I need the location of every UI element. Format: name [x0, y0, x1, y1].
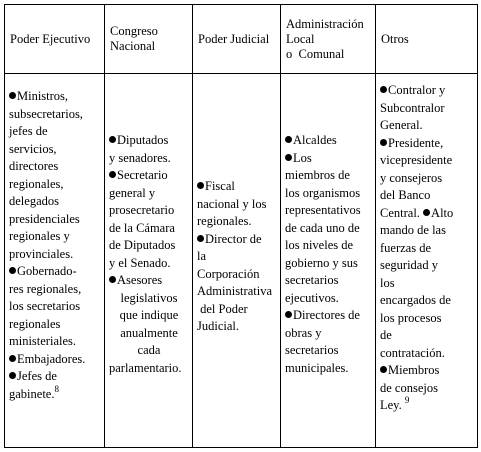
list-item-text: provinciales. [9, 246, 74, 261]
list-item-text: cada [137, 343, 161, 357]
list-item: Secretario [117, 168, 168, 182]
list-item: Miembros [388, 363, 440, 377]
list-item-text: jefes de [9, 124, 48, 138]
list-item-text: seguridad y [380, 258, 438, 272]
list-item-text: Corporación [197, 266, 260, 281]
list-item-text: de consejos [380, 380, 438, 395]
list-item-text: de cada uno de [285, 220, 360, 235]
list-item: Director de [205, 231, 262, 246]
list-item: Los [293, 150, 312, 165]
list-item-text: delegados [9, 194, 59, 208]
bullet-icon [285, 136, 292, 143]
list-item-text: regionales y [9, 229, 70, 243]
list-item-text: la [197, 249, 207, 263]
list-item-text: secretarios [285, 273, 339, 287]
bullet-icon [109, 136, 116, 143]
list-item-text: regionales. [197, 214, 252, 228]
list-item-text: servicios, [9, 141, 57, 156]
bullet-icon [9, 267, 16, 274]
list-item-text: los organismos [285, 185, 361, 200]
list-item-text: regionales, [9, 176, 64, 191]
list-item-text: presidenciales [9, 211, 80, 226]
header-cell-congreso [105, 5, 193, 74]
footnote-marker: 9 [404, 395, 410, 405]
bullet-icon [380, 139, 387, 146]
header-otros: Otros [381, 31, 409, 46]
bullet-icon [285, 154, 292, 161]
header-congreso-line1: Congreso [110, 24, 158, 38]
list-item-text: gobierno y sus [285, 255, 358, 270]
list-item-text: ministeriales. [9, 334, 76, 348]
list-item-text: general y [109, 185, 156, 200]
list-item-text: del Poder [197, 301, 248, 316]
list-item-text: de [380, 328, 392, 342]
cell-administracion [281, 74, 376, 448]
list-item: Presidente, [388, 135, 444, 150]
list-item-text: General. [380, 118, 423, 132]
bullet-icon [9, 92, 16, 99]
list-item-text: nacional y los [197, 196, 267, 211]
bullet-icon [380, 366, 387, 373]
bullet-icon [109, 171, 116, 178]
header-cell-otros [376, 5, 478, 74]
list-item-text: de Diputados [109, 238, 176, 252]
list-item: Asesores [117, 273, 163, 287]
list-item-text: y el Senado. [109, 255, 171, 270]
list-item-text: Subcontralor [380, 100, 445, 115]
header-cell-poder-ejecutivo [5, 5, 105, 74]
header-congreso-line2: Nacional [110, 39, 156, 53]
list-item: Alto [431, 205, 454, 220]
list-item-text: del Banco [380, 188, 431, 202]
list-item-text: representativos [285, 203, 361, 217]
cell-poder-judicial [193, 74, 281, 448]
list-item: Ministros, [17, 89, 69, 103]
bullet-icon [285, 311, 292, 318]
bullet-icon [109, 276, 116, 283]
list-item: Fiscal [205, 179, 235, 193]
list-item: Jefes de [17, 369, 57, 383]
cell-poder-ejecutivo [5, 74, 105, 448]
cell-congreso [105, 74, 193, 448]
list-item-text: contratación. [380, 345, 445, 360]
list-item-text: de la Cámara [109, 220, 175, 235]
list-item-text: obras y [285, 325, 322, 340]
list-item: Directores de [293, 308, 360, 322]
list-item-text: directores [9, 159, 59, 173]
list-item-text: secretarios [285, 343, 339, 357]
list-item-text: miembros de [285, 168, 350, 182]
header-cell-poder-judicial [193, 5, 281, 74]
list-item-text: mando de las [380, 223, 446, 237]
list-item: Gobernado- [17, 264, 77, 278]
list-item-text: anualmente [120, 325, 178, 340]
list-item-text: subsecretarios, [9, 106, 83, 121]
header-poder-ejecutivo: Poder Ejecutivo [10, 31, 91, 46]
list-item: Embajadores. [17, 351, 86, 366]
list-item-text: regionales [9, 316, 61, 331]
header-administracion-line2: Local [286, 31, 315, 46]
list-item: Contralor y [388, 83, 446, 97]
cell-otros [376, 74, 478, 448]
list-item-text: municipales. [285, 360, 349, 375]
list-item-text: que indique [119, 308, 179, 322]
officials-table [4, 4, 478, 448]
bullet-icon [9, 372, 16, 379]
list-item-text: ejecutivos. [285, 290, 339, 305]
list-item-text: fuerzas de [380, 240, 432, 255]
body-row [5, 74, 478, 448]
bullet-icon [380, 86, 387, 93]
bullet-icon [197, 235, 204, 242]
list-item-text: parlamentario. [109, 360, 182, 375]
list-item-text: los [380, 275, 395, 290]
list-item-text: vicepresidente [380, 153, 453, 167]
list-item-text: Ley. [380, 398, 402, 412]
list-item-text: Administrativa [197, 284, 272, 298]
list-item-text: Judicial. [197, 319, 240, 333]
list-item-text: y senadores. [109, 150, 171, 165]
list-item-text: los secretarios [9, 299, 81, 313]
header-cell-administracion [281, 5, 376, 74]
footnote-marker: 8 [54, 383, 59, 394]
list-item: Alcaldes [293, 133, 337, 147]
list-item-text: prosecretario [109, 203, 175, 217]
list-item-text: res regionales, [9, 281, 82, 296]
list-item-text: gabinete. [9, 386, 55, 401]
header-administracion-line1: Administración [286, 16, 364, 31]
bullet-icon [197, 182, 204, 189]
list-item: Diputados [117, 133, 169, 147]
list-item-text: Central. [380, 205, 420, 220]
header-administracion-line3: o Comunal [286, 46, 345, 61]
bullet-icon [423, 209, 430, 216]
header-row [5, 5, 478, 74]
bullet-icon [9, 355, 16, 362]
list-item-text: los procesos [380, 310, 442, 325]
list-item-text: legislativos [120, 290, 178, 305]
list-item-text: y consejeros [380, 170, 443, 185]
header-poder-judicial: Poder Judicial [198, 31, 270, 46]
list-item-text: encargados de [380, 293, 451, 307]
list-item-text: los niveles de [285, 238, 354, 252]
